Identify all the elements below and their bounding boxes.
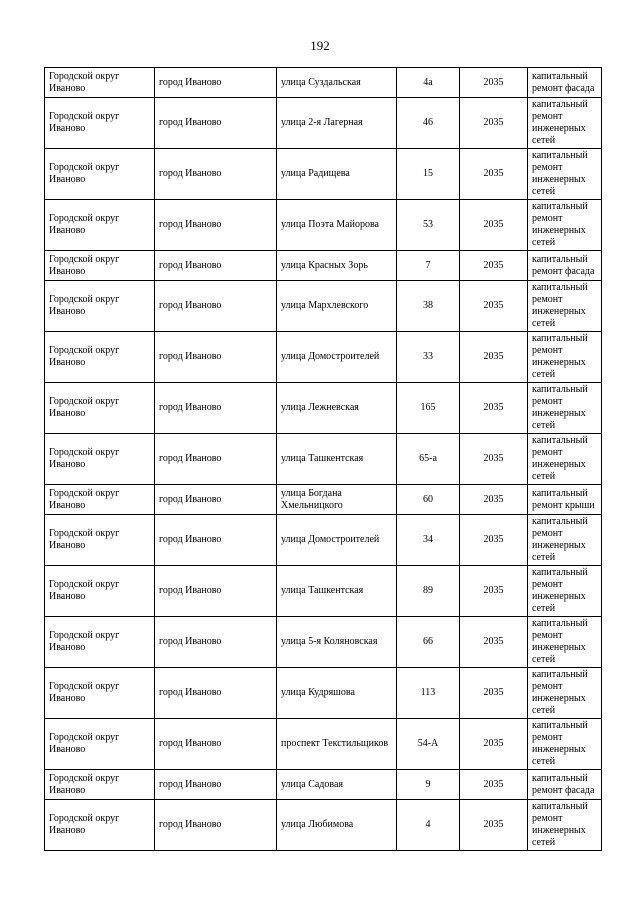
year-cell: 2035 [460, 719, 528, 770]
street-cell: улица Кудряшова [277, 668, 397, 719]
house-number-cell: 4а [397, 68, 460, 98]
municipal-district-cell: Городской округ Иваново [45, 485, 155, 515]
city-cell: город Иваново [155, 719, 277, 770]
table-row [45, 515, 602, 566]
year-cell: 2035 [460, 98, 528, 149]
work-type-cell: капитальный ремонт инженерных сетей [528, 149, 602, 200]
table-row [45, 149, 602, 200]
city-cell: город Иваново [155, 332, 277, 383]
municipal-district-cell: Городской округ Иваново [45, 251, 155, 281]
street-cell: улица Богдана Хмельницкого [277, 485, 397, 515]
city-cell: город Иваново [155, 434, 277, 485]
house-number-cell: 89 [397, 566, 460, 617]
street-cell: улица Домостроителей [277, 332, 397, 383]
work-type-cell: капитальный ремонт инженерных сетей [528, 515, 602, 566]
work-type-cell: капитальный ремонт инженерных сетей [528, 98, 602, 149]
table-row [45, 719, 602, 770]
municipal-district-cell: Городской округ Иваново [45, 434, 155, 485]
city-cell: город Иваново [155, 800, 277, 851]
year-cell: 2035 [460, 383, 528, 434]
table-row [45, 383, 602, 434]
municipal-district-cell: Городской округ Иваново [45, 566, 155, 617]
year-cell: 2035 [460, 251, 528, 281]
city-cell: город Иваново [155, 251, 277, 281]
table-row [45, 770, 602, 800]
year-cell: 2035 [460, 800, 528, 851]
table-row [45, 98, 602, 149]
street-cell: улица Ташкентская [277, 434, 397, 485]
house-number-cell: 113 [397, 668, 460, 719]
street-cell: улица Поэта Майорова [277, 200, 397, 251]
work-type-cell: капитальный ремонт инженерных сетей [528, 566, 602, 617]
city-cell: город Иваново [155, 149, 277, 200]
year-cell: 2035 [460, 68, 528, 98]
house-number-cell: 38 [397, 281, 460, 332]
work-type-cell: капитальный ремонт инженерных сетей [528, 383, 602, 434]
municipal-district-cell: Городской округ Иваново [45, 149, 155, 200]
table-row [45, 566, 602, 617]
year-cell: 2035 [460, 515, 528, 566]
year-cell: 2035 [460, 566, 528, 617]
house-number-cell: 54-А [397, 719, 460, 770]
year-cell: 2035 [460, 617, 528, 668]
city-cell: город Иваново [155, 515, 277, 566]
municipal-district-cell: Городской округ Иваново [45, 770, 155, 800]
street-cell: улица 2-я Лагерная [277, 98, 397, 149]
work-type-cell: капитальный ремонт инженерных сетей [528, 800, 602, 851]
year-cell: 2035 [460, 770, 528, 800]
table-row [45, 251, 602, 281]
municipal-district-cell: Городской округ Иваново [45, 98, 155, 149]
municipal-district-cell: Городской округ Иваново [45, 383, 155, 434]
municipal-district-cell: Городской округ Иваново [45, 719, 155, 770]
city-cell: город Иваново [155, 98, 277, 149]
work-type-cell: капитальный ремонт инженерных сетей [528, 617, 602, 668]
house-number-cell: 7 [397, 251, 460, 281]
municipal-district-cell: Городской округ Иваново [45, 800, 155, 851]
city-cell: город Иваново [155, 281, 277, 332]
page-number: 192 [310, 38, 330, 53]
house-number-cell: 15 [397, 149, 460, 200]
street-cell: улица Домостроителей [277, 515, 397, 566]
table-row [45, 800, 602, 851]
street-cell: улица Радищева [277, 149, 397, 200]
house-number-cell: 53 [397, 200, 460, 251]
table-row [45, 485, 602, 515]
street-cell: улица Мархлевского [277, 281, 397, 332]
work-type-cell: капитальный ремонт фасада [528, 770, 602, 800]
table-row [45, 617, 602, 668]
work-type-cell: капитальный ремонт инженерных сетей [528, 434, 602, 485]
work-type-cell: капитальный ремонт фасада [528, 251, 602, 281]
municipal-district-cell: Городской округ Иваново [45, 332, 155, 383]
street-cell: улица Суздальская [277, 68, 397, 98]
street-cell: улица Красных Зорь [277, 251, 397, 281]
year-cell: 2035 [460, 149, 528, 200]
work-type-cell: капитальный ремонт крыши [528, 485, 602, 515]
year-cell: 2035 [460, 200, 528, 251]
city-cell: город Иваново [155, 566, 277, 617]
year-cell: 2035 [460, 281, 528, 332]
house-number-cell: 66 [397, 617, 460, 668]
city-cell: город Иваново [155, 485, 277, 515]
table-row [45, 200, 602, 251]
year-cell: 2035 [460, 332, 528, 383]
city-cell: город Иваново [155, 668, 277, 719]
work-type-cell: капитальный ремонт инженерных сетей [528, 200, 602, 251]
house-number-cell: 165 [397, 383, 460, 434]
table-row [45, 434, 602, 485]
house-number-cell: 60 [397, 485, 460, 515]
year-cell: 2035 [460, 434, 528, 485]
house-number-cell: 46 [397, 98, 460, 149]
work-type-cell: капитальный ремонт инженерных сетей [528, 719, 602, 770]
house-number-cell: 33 [397, 332, 460, 383]
table-row [45, 281, 602, 332]
city-cell: город Иваново [155, 617, 277, 668]
city-cell: город Иваново [155, 770, 277, 800]
street-cell: улица 5-я Коляновская [277, 617, 397, 668]
municipal-district-cell: Городской округ Иваново [45, 515, 155, 566]
street-cell: проспект Текстильщиков [277, 719, 397, 770]
street-cell: улица Ташкентская [277, 566, 397, 617]
house-number-cell: 4 [397, 800, 460, 851]
table-row [45, 332, 602, 383]
city-cell: город Иваново [155, 68, 277, 98]
registry-table [44, 67, 602, 851]
municipal-district-cell: Городской округ Иваново [45, 281, 155, 332]
municipal-district-cell: Городской округ Иваново [45, 617, 155, 668]
municipal-district-cell: Городской округ Иваново [45, 68, 155, 98]
house-number-cell: 9 [397, 770, 460, 800]
house-number-cell: 65-а [397, 434, 460, 485]
city-cell: город Иваново [155, 383, 277, 434]
year-cell: 2035 [460, 668, 528, 719]
work-type-cell: капитальный ремонт инженерных сетей [528, 332, 602, 383]
table-row [45, 68, 602, 98]
street-cell: улица Садовая [277, 770, 397, 800]
house-number-cell: 34 [397, 515, 460, 566]
year-cell: 2035 [460, 485, 528, 515]
work-type-cell: капитальный ремонт инженерных сетей [528, 668, 602, 719]
work-type-cell: капитальный ремонт инженерных сетей [528, 281, 602, 332]
table-row [45, 668, 602, 719]
registry-table-body [45, 68, 602, 851]
municipal-district-cell: Городской округ Иваново [45, 200, 155, 251]
municipal-district-cell: Городской округ Иваново [45, 668, 155, 719]
city-cell: город Иваново [155, 200, 277, 251]
street-cell: улица Любимова [277, 800, 397, 851]
street-cell: улица Лежневская [277, 383, 397, 434]
work-type-cell: капитальный ремонт фасада [528, 68, 602, 98]
